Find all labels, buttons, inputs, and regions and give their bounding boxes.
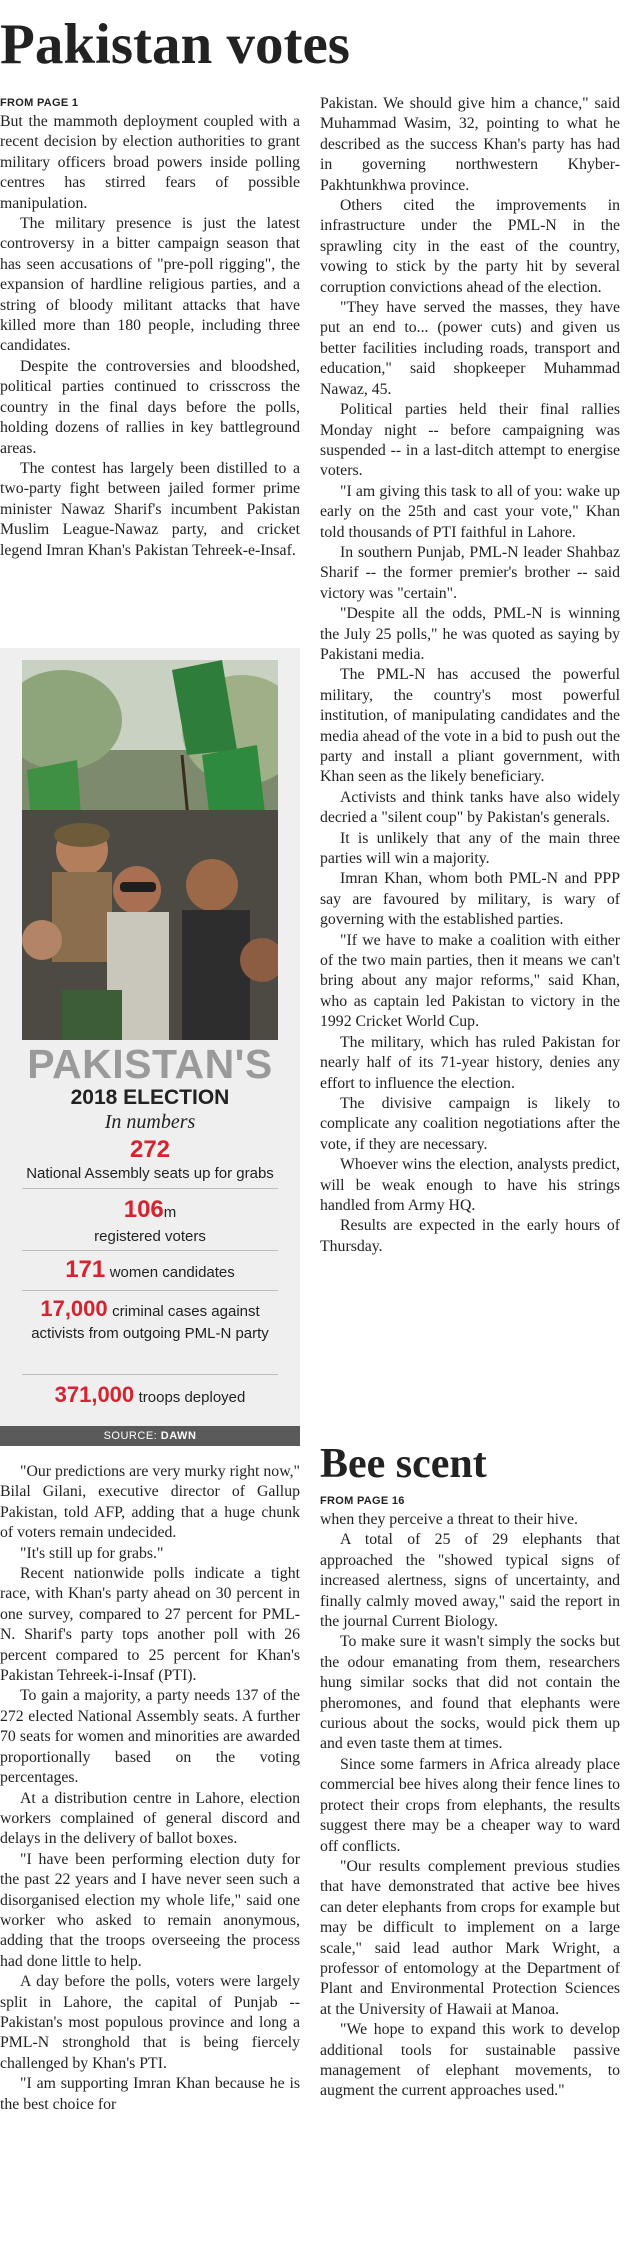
stat-troops bbox=[22, 1381, 278, 1412]
stat-voters bbox=[22, 1196, 278, 1246]
paragraph: "They have served the masses, they have put an end to... (power cuts) and given us better facilities including roads, transport and education," said shopkeeper Muhammad Nawaz, 45. bbox=[320, 299, 620, 398]
stat-label: registered voters bbox=[94, 1228, 206, 1245]
paragraph: "I am supporting Imran Khan because he is the best choice for bbox=[0, 2075, 300, 2113]
right-column-top bbox=[320, 94, 620, 1257]
paragraph: A day before the polls, voters were largely split in Lahore, the capital of Punjab -- Pakistan's most populous province and long a PML-N stronghold that is being fiercely challenged by Khan's PTI. bbox=[0, 1973, 300, 2072]
infobox-in-numbers: In numbers bbox=[104, 1111, 196, 1133]
from-page-16-label: FROM PAGE 16 bbox=[320, 1495, 405, 1507]
source-name: DAWN bbox=[160, 1430, 197, 1442]
from-page-1-label: FROM PAGE 1 bbox=[0, 97, 79, 109]
paragraph: A total of 25 of 29 elephants that approached the "showed typical signs of increased alertness, signs of uncertainty, and finally calmly moved away," said the report in the journal Current Biology. bbox=[320, 1531, 620, 1631]
paragraph: To gain a majority, a party needs 137 of the 272 elected National Assembly seats. A further 70 seats for women and minorities are awarded proportionally based on the voting percentages. bbox=[0, 1687, 300, 1787]
paragraph: The divisive campaign is likely to complicate any coalition negotiations after the vote, if they are necessary. bbox=[320, 1094, 620, 1153]
election-infobox bbox=[0, 648, 300, 1446]
paragraph: "I have been performing election duty for the past 22 years and I have never seen such a disorganised election my whole life," said one worker who asked to remain anonymous, adding that the troops overseeing the process had done little to help. bbox=[0, 1850, 300, 1970]
stat-number: 17,000 bbox=[40, 1296, 108, 1321]
stat-seats bbox=[22, 1136, 278, 1183]
paragraph: "Despite all the odds, PML-N is winning the July 25 polls," he was quoted as saying by Pakistani media. bbox=[320, 605, 620, 663]
paragraph: Political parties held their final rallies Monday night -- before campaigning was suspended -- in a last-ditch attempt to energise voters. bbox=[320, 401, 620, 480]
stat-label: National Assembly seats up for grabs bbox=[26, 1165, 274, 1182]
divider bbox=[22, 1188, 278, 1189]
paragraph: To make sure it wasn't simply the socks but the odour emanating from them, researchers hung similar socks that did not contain the pheromones, and found that elephants were curious about the socks, would pick them up and even taste them at times. bbox=[320, 1633, 620, 1753]
stat-label: women candidates bbox=[109, 1264, 235, 1281]
paragraph: The PML-N has accused the powerful military, the country's most powerful institution, of manipulating candidates and the media ahead of the vote in a bid to push out the party and install a pliant government, with Khan seen as the likely beneficiary. bbox=[320, 666, 620, 786]
stat-number: 272 bbox=[129, 1136, 171, 1163]
paragraph: Activists and think tanks have also widely decried a "silent coup" by Pakistan's generals. bbox=[320, 788, 620, 827]
rally-photo bbox=[22, 660, 278, 1040]
stat-label: criminal cases against activists from outgoing PML-N party bbox=[31, 1303, 269, 1342]
paragraph: "Our results complement previous studies that have demonstrated that active bee hives can deter elephants from crops for example but may be difficult to implement on a large scale," said lead author Mark Wright, a professor of entomology at the Department of Plant and Environmental Protection Sciences at the University of Hawaii at Manoa. bbox=[320, 1857, 620, 2018]
source-bar bbox=[0, 1426, 300, 1446]
source-label: SOURCE: bbox=[103, 1430, 158, 1442]
left-column-top bbox=[0, 96, 300, 561]
paragraph: Imran Khan, whom both PML-N and PPP say are favoured by military, is wary of governing with the established parties. bbox=[320, 870, 620, 929]
paragraph: It is unlikely that any of the main three parties will win a majority. bbox=[320, 829, 620, 868]
paragraph: But the mammoth deployment coupled with a recent decision by election authorities to grant military officers broad powers inside polling centres has stirred fears of possible manipulation. bbox=[0, 113, 300, 212]
divider bbox=[22, 1290, 278, 1291]
paragraph: In southern Punjab, PML-N leader Shahbaz Sharif -- the former premier's brother -- said victory was "certain". bbox=[320, 543, 620, 602]
left-column-bottom bbox=[0, 1462, 300, 2115]
divider bbox=[22, 1250, 278, 1251]
paragraph: "It's still up for grabs." bbox=[20, 1544, 164, 1562]
paragraph: The military presence is just the latest controversy in a bitter campaign season that has seen accusations of "pre-poll rigging", the expansion of hardline religious parties, and a string of bloody militant attacks that have killed more than 180 people, including three candidates. bbox=[0, 215, 300, 355]
paragraph: Whoever wins the election, analysts predict, will be weak enough to have his strings handled from Army HQ. bbox=[320, 1156, 620, 1214]
stat-women bbox=[22, 1256, 278, 1287]
stat-label: troops deployed bbox=[138, 1389, 246, 1406]
stat-number: 371,000 bbox=[54, 1382, 135, 1407]
headline: Pakistan votes bbox=[0, 13, 350, 76]
rally-photo-image bbox=[22, 660, 278, 1040]
divider bbox=[22, 1374, 278, 1375]
bee-scent-column bbox=[320, 1494, 620, 2102]
paragraph: "Our predictions are very murky right now," Bilal Gilani, executive director of Gallup Pakistan, told AFP, adding that a huge chunk of voters remain undecided. bbox=[0, 1463, 300, 1542]
paragraph: Since some farmers in Africa already place commercial bee hives along their fence lines to protect their crops from elephants, the results suggest there may be a cheaper way to ward off conflicts. bbox=[320, 1755, 620, 1855]
paragraph: "I am giving this task to all of you: wake up early on the 25th and cast your vote," Khan told thousands of PTI faithful in Lahore. bbox=[320, 482, 620, 541]
paragraph: "If we have to make a coalition with either of the two main parties, then it means we can't bring about any major reforms," said Khan, who as captain led Pakistan to victory in the 1992 Cricket World Cup. bbox=[320, 931, 620, 1031]
stat-number: 106 bbox=[123, 1196, 164, 1223]
infobox-subtitle: 2018 ELECTION bbox=[70, 1086, 230, 1109]
stat-unit: m bbox=[163, 1204, 177, 1221]
bee-scent-headline: Bee scent bbox=[320, 1441, 487, 1487]
paragraph: Results are expected in the early hours of Thursday. bbox=[320, 1217, 620, 1255]
paragraph: The contest has largely been distilled to a two-party fight between jailed former prime minister Nawaz Sharif's incumbent Pakistan Muslim League-Nawaz party, and cricket legend Imran Khan's Pakistan Tehreek-e-Insaf. bbox=[0, 459, 300, 559]
paragraph: Others cited the improvements in infrastructure under the PML-N in the sprawling city in the east of the country, vowing to stick by the party hit by several corruption convictions ahead of the election. bbox=[320, 197, 620, 296]
paragraph: The military, which has ruled Pakistan for nearly half of its 71-year history, denies any effort to influence the election. bbox=[320, 1033, 620, 1092]
paragraph: "We hope to expand this work to develop additional tools for sustainable passive management of elephant movements, to augment the current approaches used." bbox=[320, 2021, 620, 2100]
paragraph: Pakistan. We should give him a chance," said Muhammad Wasim, 32, pointing to what he described as the success Khan's party has had in governing northwestern Khyber-Pakhtunkhwa province. bbox=[320, 95, 620, 194]
paragraph: when they perceive a threat to their hive. bbox=[320, 1511, 578, 1528]
paragraph: Recent nationwide polls indicate a tight race, with Khan's party ahead on 30 percent in one survey, compared to 27 percent for PML-N. Sharif's party tops another poll with 26 percent compared to 25 percent for Khan's Pakistan Tehreek-i-Insaf (PTI). bbox=[0, 1565, 300, 1685]
stat-cases bbox=[14, 1298, 286, 1345]
stat-number: 171 bbox=[65, 1256, 106, 1283]
paragraph: At a distribution centre in Lahore, election workers complained of general discord and delays in the delivery of ballot boxes. bbox=[0, 1789, 300, 1848]
infobox-title: PAKISTAN'S bbox=[27, 1041, 273, 1087]
paragraph: Despite the controversies and bloodshed, political parties continued to crisscross the country in the final days before the polls, holding dozens of rallies in key battleground areas. bbox=[0, 357, 300, 457]
